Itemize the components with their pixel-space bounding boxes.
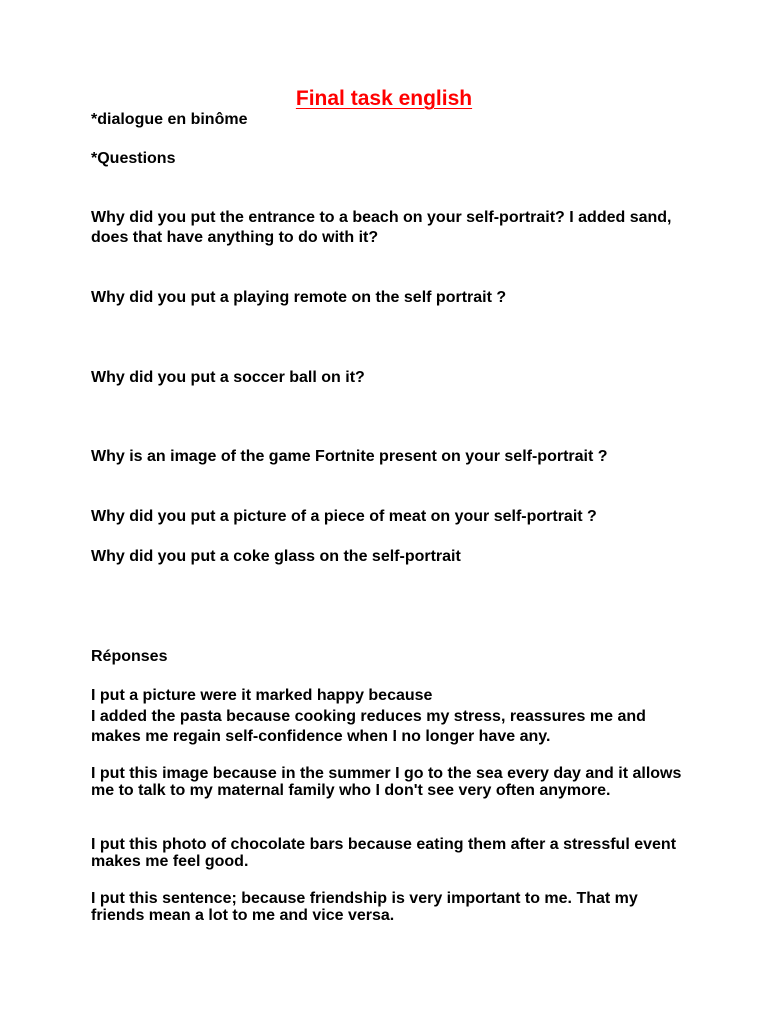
responses-heading: Réponses	[91, 648, 168, 665]
question-5: Why did you put a picture of a piece of meat on your self-portrait ?	[91, 508, 597, 525]
answer-1: I put a picture were it marked happy because	[91, 687, 433, 704]
question-1: Why did you put the entrance to a beach on your self-portrait? I added sand, does that have anything to do with it?	[91, 209, 676, 246]
answer-3: I put this image because in the summer I go to the sea every day and it allows me to talk to my maternal family who I don't see very often anymore.	[91, 765, 686, 799]
question-4: Why is an image of the game Fortnite present on your self-portrait ?	[91, 448, 608, 465]
question-3: Why did you put a soccer ball on it?	[91, 369, 365, 386]
answer-4: I put this photo of chocolate bars because eating them after a stressful event makes me feel good.	[91, 836, 681, 870]
question-6: Why did you put a coke glass on the self-portrait	[91, 548, 461, 565]
answer-5: I put this sentence; because friendship is very important to me. That my friends mean a lot to me and vice versa.	[91, 890, 643, 924]
questions-heading: *Questions	[91, 150, 176, 167]
answer-2: I added the pasta because cooking reduces my stress, reassures me and makes me regain self-confidence when I no longer have any.	[91, 708, 651, 745]
dialogue-label: *dialogue en binôme	[91, 111, 248, 128]
document-title: Final task english	[295, 87, 473, 110]
question-2: Why did you put a playing remote on the self portrait ?	[91, 289, 507, 306]
